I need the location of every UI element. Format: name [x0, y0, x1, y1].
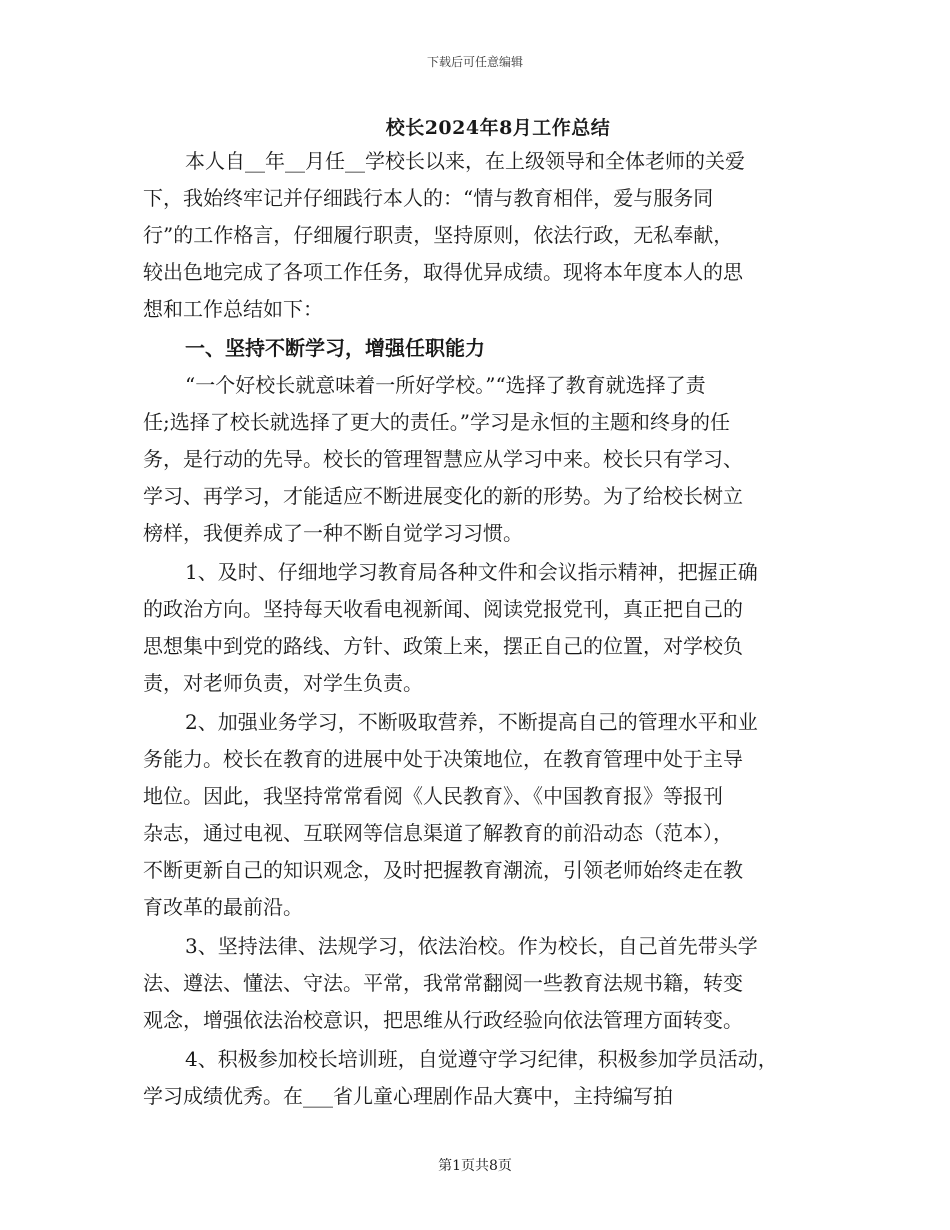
paragraph-line: 地位。因此，我坚持常常看阅《人民教育》、《中国教育报》等报刊: [143, 784, 723, 808]
paragraph-line: 学习成绩优秀。在___省儿童心理剧作品大赛中，主持编写拍: [143, 1084, 673, 1108]
paragraph-line: 1、及时、仔细地学习教育局各种文件和会议指示精神，把握正确: [185, 560, 758, 584]
paragraph-line: 3、坚持法律、法规学习，依法治校。作为校长，自己首先带头学: [185, 934, 758, 958]
paragraph-line: 下，我始终牢记并仔细践行本人的：“情与教育相伴，爱与服务同: [143, 186, 714, 210]
paragraph-line: 务能力。校长在教育的进展中处于决策地位，在教育管理中处于主导: [143, 747, 743, 771]
paragraph-line: 务，是行动的先导。校长的管理智慧应从学习中来。校长只有学习、: [143, 447, 743, 471]
paragraph-line: 杂志，通过电视、互联网等信息渠道了解教育的前沿动态（范本），: [143, 821, 733, 845]
page-header-note: 下载后可任意编辑: [426, 55, 523, 69]
paragraph-line: 4、积极参加校长培训班，自觉遵守学习纪律，积极参加学员活动，: [185, 1047, 778, 1071]
paragraph-line: 任;选择了校长就选择了更大的责任。”学习是永恒的主题和终身的任: [143, 410, 730, 434]
paragraph-line: 榜样，我便养成了一种不断自觉学习习惯。: [143, 521, 523, 545]
paragraph-line: 的政治方向。坚持每天收看电视新闻、阅读党报党刊，真正把自己的: [143, 597, 743, 621]
paragraph-line: 思想集中到党的路线、方针、政策上来，摆正自己的位置，对学校负: [143, 634, 743, 658]
paragraph-line: 育改革的最前沿。: [143, 895, 303, 919]
paragraph-line: 学习、再学习，才能适应不断进展变化的新的形势。为了给校长树立: [143, 484, 743, 508]
paragraph-line: 本人自__年__月任__学校长以来，在上级领导和全体老师的关爱: [185, 149, 745, 173]
paragraph-line: 不断更新自己的知识观念，及时把握教育潮流，引领老师始终走在教: [143, 858, 743, 882]
paragraph-line: 观念，增强依法治校意识，把思维从行政经验向依法管理方面转变。: [143, 1008, 743, 1032]
paragraph-line: 想和工作总结如下：: [143, 297, 323, 321]
paragraph-line: 行”的工作格言，仔细履行职责，坚持原则，依法行政，无私奉献，: [143, 223, 734, 247]
paragraph-line: 责，对老师负责，对学生负责。: [143, 671, 423, 695]
paragraph-line: 法、遵法、懂法、守法。平常，我常常翻阅一些教育法规书籍，转变: [143, 971, 743, 995]
page-number-footer: 第1页共8页: [438, 1158, 512, 1174]
paragraph-line: “一个好校长就意味着一所好学校。”“选择了教育就选择了责: [185, 373, 706, 397]
paragraph-line: 较出色地完成了各项工作任务，取得优异成绩。现将本年度本人的思: [143, 260, 743, 284]
section-heading: 一、坚持不断学习，增强任职能力: [185, 336, 485, 360]
paragraph-line: 2、加强业务学习，不断吸取营养，不断提高自己的管理水平和业: [185, 710, 758, 734]
document-title: 校长2024年8月工作总结: [385, 117, 611, 139]
